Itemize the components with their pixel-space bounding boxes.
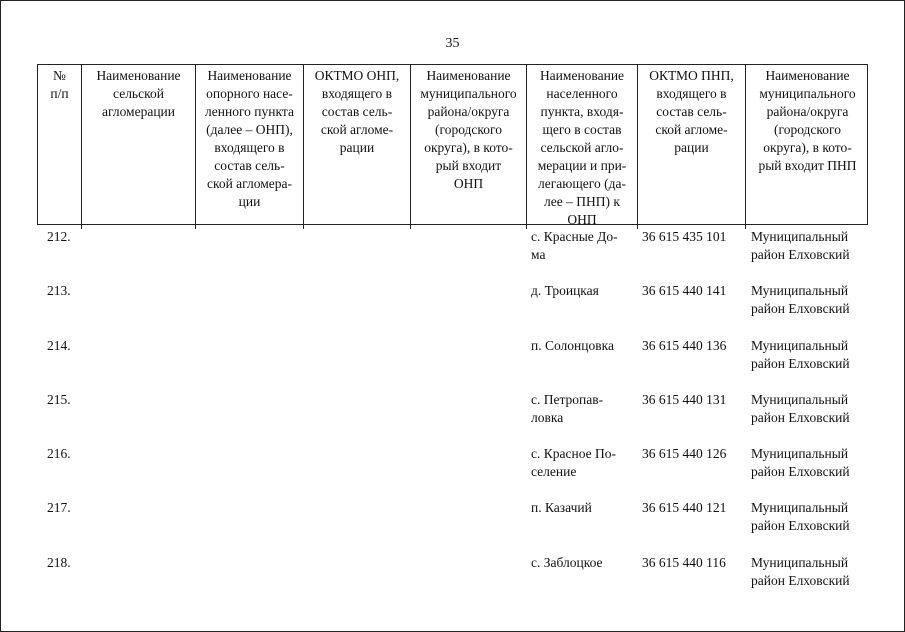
cell-onp-oktmo: [303, 391, 410, 445]
page-number: 35: [445, 36, 460, 51]
table-row: [37, 391, 868, 445]
pnp-name-text: п. Солонцовка: [531, 337, 614, 353]
cell-agglomeration: [81, 228, 195, 282]
row-number: 212.: [47, 229, 71, 244]
cell-onp-oktmo: [303, 337, 410, 391]
cell-onp-name: [195, 391, 303, 445]
header-number: № п/п: [38, 65, 82, 229]
cell-onp-name: [195, 445, 303, 499]
cell-pnp-oktmo: 36 615 435 101: [642, 229, 727, 244]
cell-onp-name: [195, 499, 303, 553]
pnp-name-text: с. Красные До- ма: [531, 229, 618, 262]
cell-pnp-name: [526, 391, 637, 445]
cell-pnp-name: [526, 282, 637, 336]
cell-onp-name: [195, 228, 303, 282]
cell-pnp-oktmo: 36 615 440 116: [642, 554, 726, 570]
table-row: [37, 445, 868, 499]
header-onp-oktmo: ОКТМО ОНП, входящего в состав сель- ской агломе- рации: [304, 65, 411, 229]
cell-onp-district: [410, 228, 526, 282]
row-number: 213.: [47, 283, 71, 299]
table-header: [37, 64, 868, 225]
cell-onp-district: [410, 337, 526, 391]
cell-agglomeration: [81, 337, 195, 391]
cell-onp-district: [410, 445, 526, 499]
cell-agglomeration: [81, 445, 195, 499]
cell-pnp-district: Муниципальный район Елховский: [751, 391, 850, 425]
header-onp-district: Наименование муниципального района/округа (городского округа), в кото- рый входит ОНП: [411, 65, 527, 229]
cell-agglomeration: [81, 499, 195, 553]
cell-onp-name: [195, 554, 303, 608]
cell-onp-oktmo: [303, 282, 410, 336]
cell-agglomeration: [81, 282, 195, 336]
table-row: [37, 554, 868, 608]
cell-pnp-oktmo: 36 615 440 126: [642, 446, 727, 462]
cell-onp-district: [410, 391, 526, 445]
header-pnp-district: Наименование муниципального района/округа (городского округа), в кото- рый входит ПНП: [758, 68, 857, 173]
cell-pnp-oktmo: 36 615 440 121: [642, 500, 727, 516]
header-onp-name: Наименование опорного насе- ленного пункта (далее – ОНП), входящего в состав сель- ской агломера- ции: [196, 65, 304, 229]
header-pnp-name: Наименование населенного пункта, входя- щего в состав сельской агло- мерации и при- легающего (да- лее – ПНП) к ОНП: [527, 65, 638, 229]
cell-pnp-name: [526, 554, 637, 608]
table-row: [37, 228, 868, 282]
pnp-name-text: п. Казачий: [531, 500, 592, 516]
cell-pnp-district: Муниципальный район Елховский: [751, 500, 850, 534]
cell-pnp-oktmo: 36 615 440 141: [642, 283, 727, 299]
cell-onp-name: [195, 282, 303, 336]
cell-pnp-district: Муниципальный район Елховский: [751, 283, 850, 317]
cell-pnp-name: [526, 499, 637, 553]
row-number: 216.: [47, 446, 71, 462]
pnp-name-text: д. Троицкая: [531, 283, 599, 299]
row-number: 215.: [47, 391, 71, 407]
cell-pnp-district: Муниципальный район Елховский: [751, 554, 850, 588]
table-row: [37, 282, 868, 336]
header-agglomeration: Наименование сельской агломерации: [82, 65, 196, 229]
cell-onp-district: [410, 554, 526, 608]
cell-pnp-name: [526, 228, 637, 282]
header-pnp-oktmo: ОКТМО ПНП, входящего в состав сель- ской агломе- рации: [638, 65, 746, 229]
table-row: [37, 499, 868, 553]
cell-onp-name: [195, 337, 303, 391]
row-number: 218.: [47, 554, 71, 570]
row-number: 217.: [47, 500, 71, 516]
cell-onp-oktmo: [303, 499, 410, 553]
pnp-name-text: с. Петропав- ловка: [531, 391, 604, 425]
cell-onp-oktmo: [303, 445, 410, 499]
row-number: 214.: [47, 337, 71, 353]
cell-pnp-district: Муниципальный район Елховский: [751, 446, 850, 480]
cell-onp-oktmo: [303, 554, 410, 608]
cell-onp-oktmo: [303, 228, 410, 282]
cell-agglomeration: [81, 391, 195, 445]
cell-pnp-name: [526, 445, 637, 499]
table-row: [37, 337, 868, 391]
cell-onp-district: [410, 499, 526, 553]
cell-pnp-oktmo: 36 615 440 131: [642, 391, 727, 407]
cell-agglomeration: [81, 554, 195, 608]
cell-pnp-oktmo: 36 615 440 136: [642, 337, 727, 353]
cell-pnp-name: [526, 337, 637, 391]
pnp-name-text: с. Заблоцкое: [531, 554, 603, 570]
cell-pnp-district: Муниципальный район Елховский: [751, 229, 850, 262]
cell-pnp-district: Муниципальный район Елховский: [751, 337, 850, 371]
cell-onp-district: [410, 282, 526, 336]
table-body: [37, 228, 868, 608]
pnp-name-text: с. Красное По- селение: [531, 446, 616, 480]
